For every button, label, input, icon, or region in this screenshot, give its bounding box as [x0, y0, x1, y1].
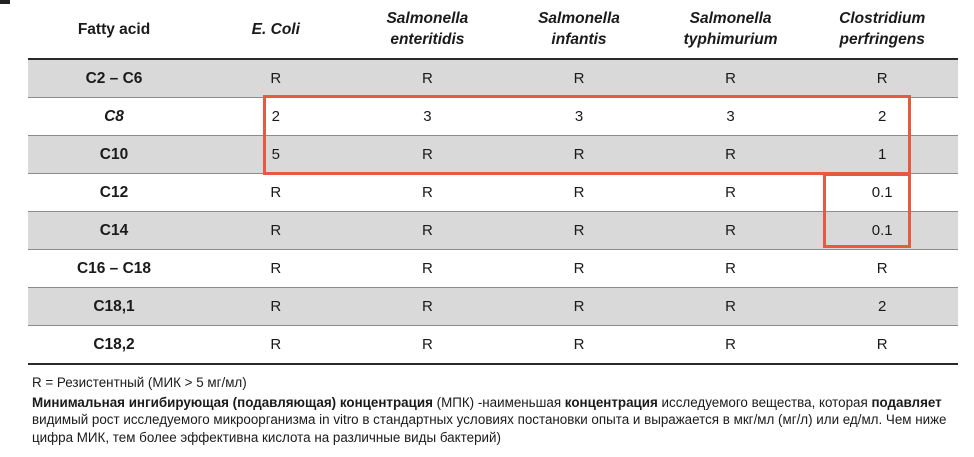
column-header-line1: Salmonella [689, 10, 772, 27]
column-header-line2: infantis [551, 31, 607, 48]
table-row [28, 174, 958, 212]
table-cell: R [655, 174, 807, 212]
definition-bold-term: Минимальная ингибирующая (подавляющая) концентрация [32, 394, 433, 410]
column-header-3 [503, 0, 655, 59]
row-header-fatty-acid: C12 [28, 174, 200, 212]
table-header-row [28, 0, 958, 59]
table-cell: R [352, 288, 504, 326]
table-cell: R [503, 136, 655, 174]
table-cell: R [352, 59, 504, 98]
column-header-line2: typhimurium [683, 31, 778, 48]
table-cell: 3 [655, 98, 807, 136]
table-row [28, 326, 958, 365]
definition-text: видимый рост исследуемого микроорганизма in vitro в стандартных условиях постановки опыта и выражается в мкг/мл (мг/л) или ед/мл. Чем ниже цифра МИК, тем более эффективна кислота на различные виды бактерий) [32, 412, 947, 445]
table-cell: 2 [806, 98, 958, 136]
mic-definition [32, 394, 967, 447]
definition-text: (МПК) -наименьшая [432, 394, 565, 410]
table-cell: 2 [806, 288, 958, 326]
table-row [28, 212, 958, 250]
table-cell: R [655, 250, 807, 288]
column-header-1 [200, 0, 352, 59]
column-header-line2: enteritidis [390, 31, 465, 48]
table-cell: R [352, 174, 504, 212]
table-cell: R [503, 174, 655, 212]
table-row [28, 288, 958, 326]
table-cell: R [806, 326, 958, 365]
table-cell: 2 [200, 98, 352, 136]
row-header-fatty-acid: C10 [28, 136, 200, 174]
table-cell: R [503, 250, 655, 288]
table-cell: R [200, 326, 352, 365]
table-cell: R [655, 212, 807, 250]
row-header-fatty-acid: C8 [28, 98, 200, 136]
column-header-line1: Salmonella [538, 10, 620, 27]
table-cell: R [503, 212, 655, 250]
definition-text: исследуемого вещества, которая [657, 394, 872, 410]
table-cell: R [655, 288, 807, 326]
table-cell: R [352, 136, 504, 174]
column-header-line1: E. Coli [251, 20, 300, 38]
column-header-5 [806, 0, 958, 59]
column-header-line1: Clostridium [839, 10, 926, 27]
table-cell: R [806, 250, 958, 288]
legend-note: R = Резистентный (МИК > 5 мг/мл) [32, 375, 247, 390]
column-header-0 [28, 0, 200, 59]
row-header-fatty-acid: C18,1 [28, 288, 200, 326]
table-cell: R [655, 59, 807, 98]
column-header-4 [655, 0, 807, 59]
column-header-line1: Fatty acid [77, 20, 151, 38]
table-cell: R [200, 174, 352, 212]
table-cell: R [503, 59, 655, 98]
table-cell: R [200, 288, 352, 326]
table-cell: R [655, 326, 807, 365]
column-header-2 [352, 0, 504, 59]
table-cell: R [806, 59, 958, 98]
definition-bold-term: подавляет [871, 394, 942, 410]
row-header-fatty-acid: C16 – C18 [28, 250, 200, 288]
table-cell: R [503, 326, 655, 365]
table-cell: R [200, 250, 352, 288]
row-header-fatty-acid: C18,2 [28, 326, 200, 365]
footnotes [32, 374, 967, 446]
table-cell: R [200, 212, 352, 250]
table-cell: 0.1 [806, 212, 958, 250]
table-cell: 1 [806, 136, 958, 174]
definition-bold-term: концентрация [564, 394, 658, 410]
table-cell: R [655, 136, 807, 174]
table-cell: 3 [503, 98, 655, 136]
table-cell: R [503, 288, 655, 326]
cropped-text-fragment [0, 0, 10, 4]
row-header-fatty-acid: C2 – C6 [28, 59, 200, 98]
mic-table [28, 0, 958, 365]
table-row [28, 59, 958, 98]
table-row [28, 250, 958, 288]
column-header-line2: perfringens [839, 31, 925, 48]
highlight-box-c8-c10 [263, 95, 911, 175]
table-cell: R [352, 212, 504, 250]
table-cell: 5 [200, 136, 352, 174]
table-cell: R [352, 250, 504, 288]
highlight-box-clostridium-c12-c14 [823, 173, 911, 248]
table-cell: 0.1 [806, 174, 958, 212]
table-cell: 3 [352, 98, 504, 136]
column-header-line1: Salmonella [386, 10, 469, 27]
table-cell: R [352, 326, 504, 365]
table-cell: R [200, 59, 352, 98]
row-header-fatty-acid: C14 [28, 212, 200, 250]
